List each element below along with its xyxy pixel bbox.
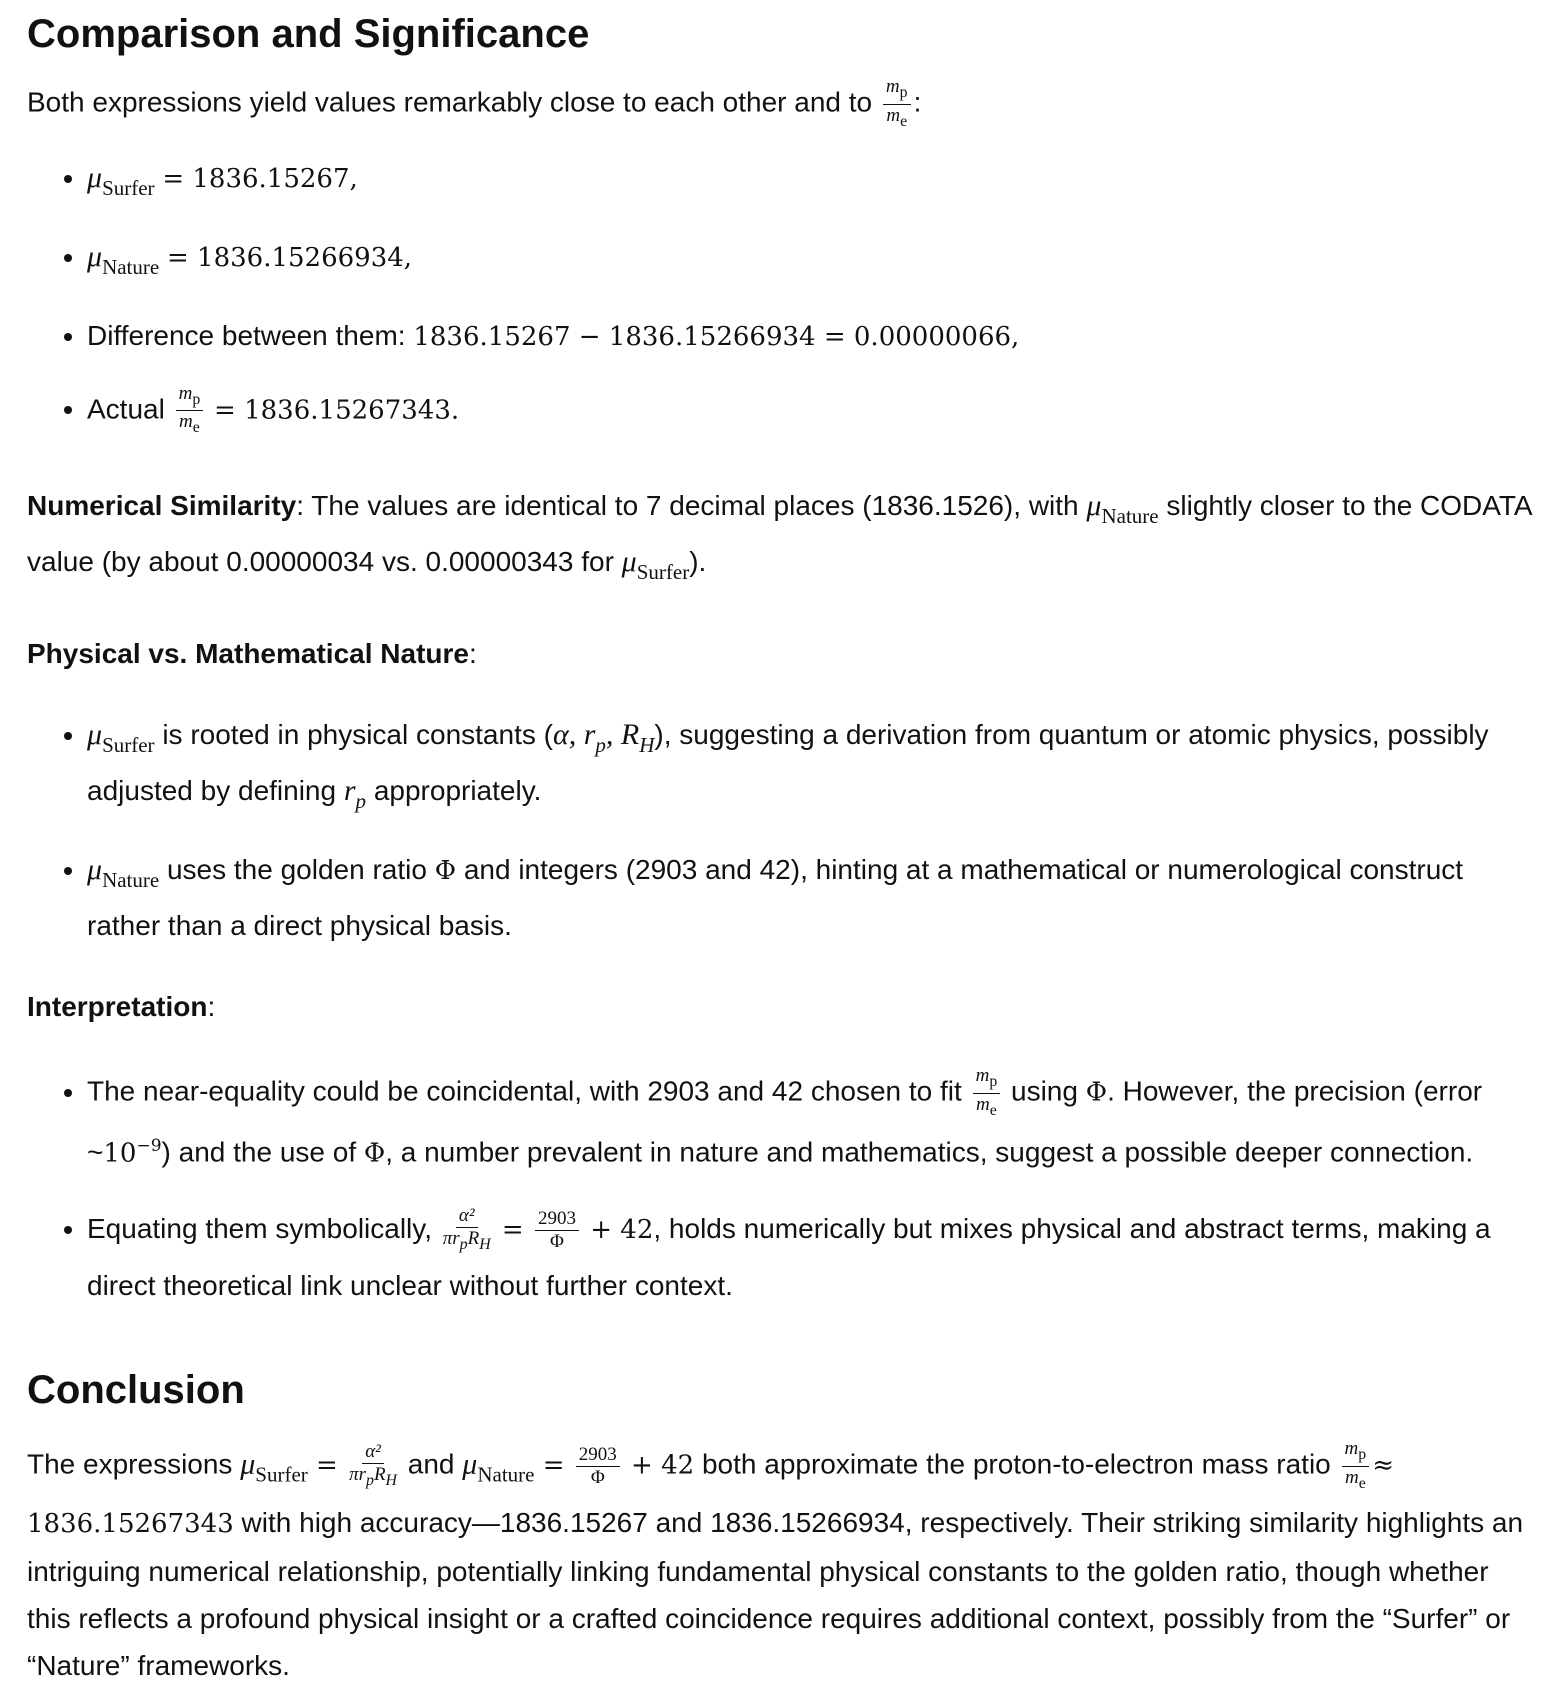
text-p: p <box>355 789 367 814</box>
text-ph1c: appropriately. <box>366 775 542 807</box>
text-mp: m <box>885 76 900 97</box>
text-ph1m: α, r <box>552 718 596 752</box>
text-mu: μ <box>621 545 637 579</box>
text-Phi: Φ <box>363 1138 386 1169</box>
text-n2903: 2903 <box>535 1208 579 1231</box>
text-p: p <box>595 733 606 758</box>
text-den2: R <box>373 1464 386 1486</box>
text-nature: Nature <box>102 868 160 893</box>
text-Phi: Φ <box>434 856 457 887</box>
text-H: H <box>639 733 655 758</box>
text-mu: μ <box>462 1447 478 1481</box>
text-num_text3: ). <box>689 546 707 578</box>
list-item <box>87 234 1537 290</box>
text-e: e <box>900 112 908 130</box>
text-nature: Nature <box>477 1462 535 1487</box>
list-item <box>87 155 1537 211</box>
numerical-similarity-paragraph <box>27 483 1537 595</box>
text-colon: : <box>207 991 216 1023</box>
text-b4_text: Actual <box>87 393 173 425</box>
text-Phi: Φ <box>550 1231 564 1253</box>
text-H: H <box>385 1471 397 1489</box>
list-item <box>87 313 1537 360</box>
text-ph2a: uses the golden ratio <box>159 854 435 886</box>
physical-list <box>27 712 1537 948</box>
text-eq: = <box>534 1450 573 1481</box>
text-colon: : <box>468 638 477 670</box>
text: Both expressions yield values remarkably close to each other and to <box>27 86 873 118</box>
text-p: p <box>459 1236 468 1254</box>
text-e: e <box>192 419 200 437</box>
text-b4_math: = 1836.15267343. <box>214 395 460 426</box>
text-plus42: + 42 <box>622 1450 695 1481</box>
text-mu: μ <box>1086 489 1102 523</box>
text-p: p <box>1358 1445 1367 1463</box>
text-c5: with high accuracy—1836.15267 and 1836.15266934, respectively. Their striking similarity highlights an intriguing numerical relationship, potentially linking fundamental physical constants to the golden ratio, though whether this reflects a profound physical insight or a crafted coincidence requires additional context, possibly from the “Surfer” or “Nature” frameworks. <box>27 1506 1524 1681</box>
text-p: p <box>192 390 201 408</box>
text-eq: = <box>307 1450 347 1481</box>
text-c1: The expressions <box>27 1448 241 1480</box>
text-b2: = 1836.15266934, <box>166 242 413 273</box>
text-surfer: Surfer <box>102 175 155 200</box>
mass-ratio-fraction <box>883 76 911 133</box>
text-in2b: , holds numerically but mixes physical and abstract terms, making a direct theoretical link unclear without further context. <box>87 1213 1491 1302</box>
intro-paragraph <box>27 76 1537 133</box>
text-e: e <box>1358 1474 1366 1492</box>
text-r: r <box>343 774 356 808</box>
text-c4: ≈ 1836.15267343 <box>27 1450 1394 1539</box>
text-num_text2: slightly closer to the CODATA value (by about 0.00000034 vs. 0.00000343 for <box>27 490 1532 578</box>
text-me: m <box>1344 1466 1359 1488</box>
text-surfer: Surfer <box>636 560 690 585</box>
text-p: p <box>899 83 908 101</box>
text-mp: m <box>975 1065 990 1087</box>
text-p: p <box>989 1072 998 1090</box>
text-int_label: Interpretation <box>27 991 208 1023</box>
text-ph1m2: , R <box>605 718 640 752</box>
text-nature: Nature <box>102 254 160 279</box>
list-item <box>87 1201 1537 1314</box>
text-surfer: Surfer <box>102 733 155 758</box>
text-mu: μ <box>87 239 103 273</box>
text-mu: μ <box>87 160 103 194</box>
text-in1b: using <box>1003 1075 1086 1107</box>
text-me: m <box>179 411 193 433</box>
text-alpha2: α² <box>458 1205 475 1227</box>
text-c2: and <box>399 1448 463 1480</box>
list-item <box>87 712 1537 824</box>
text-colon: : <box>913 86 922 118</box>
text-num_text1: : The values are identical to 7 decimal places (1836.1526), with <box>296 490 1087 522</box>
text-Phi: Φ <box>590 1466 605 1488</box>
interpretation-list <box>27 1065 1537 1314</box>
interpretation-heading <box>27 984 1537 1029</box>
text-phys_label: Physical vs. Mathematical Nature <box>27 638 469 670</box>
text-alpha2: α² <box>365 1441 381 1463</box>
text-p: p <box>366 1471 374 1489</box>
text-b3_math: 1836.15267 − 1836.15266934 = 0.00000066, <box>413 321 1020 352</box>
text-mu: μ <box>87 718 103 752</box>
text-mp: m <box>178 382 193 404</box>
text-me: m <box>886 104 901 126</box>
text-surfer: Surfer <box>255 1462 308 1487</box>
text-exp: −9 <box>136 1135 162 1156</box>
physical-heading <box>27 631 1537 676</box>
text-H: H <box>479 1236 491 1254</box>
text-den: πr <box>442 1228 460 1250</box>
text-me: m <box>976 1093 990 1115</box>
text-b3_text: Difference between them: <box>87 319 414 351</box>
text-in1a: The near-equality could be coincidental, with 2903 and 42 chosen to fit <box>87 1075 970 1107</box>
list-item <box>87 1065 1537 1178</box>
text-den2: R <box>467 1228 480 1250</box>
text-ten: 10 <box>103 1138 137 1169</box>
text-ph1a: is rooted in physical constants ( <box>154 719 553 751</box>
text-c3: both approximate the proton-to-electron mass ratio <box>694 1448 1339 1480</box>
text-ph1b: ), suggesting a derivation from quantum or atomic physics, possibly adjusted by defining <box>87 719 1489 807</box>
text-den: πr <box>349 1464 367 1486</box>
values-list <box>27 155 1537 440</box>
text-ph2b: and integers (2903 and 42), hinting at a mathematical or numerological construct rather than a direct physical basis. <box>87 854 1464 942</box>
text-mu: μ <box>240 1447 256 1481</box>
text-mp: m <box>1344 1438 1359 1460</box>
text-n2903: 2903 <box>576 1444 620 1467</box>
text-in2a: Equating them symbolically, <box>87 1213 440 1245</box>
text-mu: μ <box>87 853 103 887</box>
list-item <box>87 847 1537 948</box>
text-plus42: + 42 <box>581 1215 654 1246</box>
text-in1e: , a number prevalent in nature and mathematics, suggest a possible deeper connection. <box>385 1136 1474 1168</box>
heading-conclusion: Conclusion <box>27 1368 245 1413</box>
text-num_label: Numerical Similarity <box>27 490 297 522</box>
text-nature: Nature <box>1101 504 1159 529</box>
text-eq: = <box>493 1215 532 1246</box>
list-item <box>87 383 1537 440</box>
text-e: e <box>989 1101 997 1119</box>
heading-comparison: Comparison and Significance <box>27 12 590 56</box>
text-in1c: . However, the precision (error ~ <box>87 1075 1483 1168</box>
text-b1: = 1836.15267, <box>162 163 358 194</box>
text-in1d: ) and the use of <box>161 1136 364 1168</box>
text-Phi: Φ <box>1085 1077 1108 1108</box>
conclusion-paragraph <box>27 1438 1537 1689</box>
